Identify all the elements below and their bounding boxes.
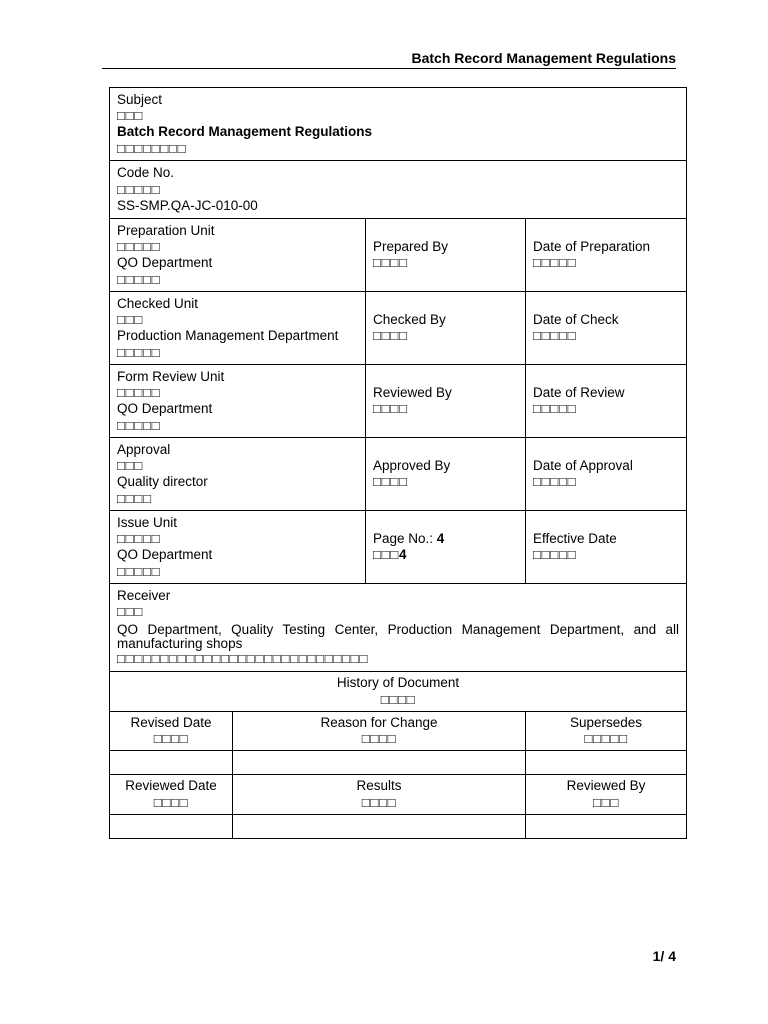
date-of-review-label: Date of Review: [533, 384, 625, 400]
date-of-check-cell: [526, 292, 687, 365]
unit-value: Quality director: [117, 474, 208, 489]
review-row: [110, 365, 687, 438]
revision-empty-row: [110, 751, 687, 775]
effective-date-label: Effective Date: [533, 530, 617, 546]
issue-unit-label: Issue Unit: [117, 514, 178, 530]
page-no-label: Page No.:: [373, 530, 437, 546]
unit-cell: [110, 292, 366, 365]
approved-by-cell: [366, 438, 526, 511]
reason-for-change-label-zh: □□□□: [361, 731, 397, 746]
reviewed-date-label-zh: □□□□: [153, 794, 189, 810]
checked-by-cell: [366, 292, 526, 365]
receiver-value: QO Department, Quality Testing Center, Production Management Department, and all manufacturing shops: [117, 622, 680, 652]
supersedes-label: Supersedes: [569, 714, 643, 730]
empty-cell: [526, 751, 687, 775]
prepared-by-cell: [366, 219, 526, 292]
issue-unit-cell: [110, 511, 366, 584]
reason-for-change-header: [233, 711, 526, 751]
subject-row: [110, 88, 687, 161]
code-cell: [110, 161, 687, 219]
date-of-review-cell: [526, 365, 687, 438]
revised-date-header: [110, 711, 233, 751]
review-empty-row: [110, 814, 687, 838]
empty-cell: [233, 814, 526, 838]
approval-row: [110, 438, 687, 511]
unit-label-zh: □□□□□: [117, 239, 161, 254]
empty-cell: [110, 814, 233, 838]
code-value: SS-SMP.QA-JC-010-00: [117, 197, 258, 213]
date-of-preparation-cell: [526, 219, 687, 292]
supersedes-label-zh: □□□□□: [584, 731, 628, 746]
unit-label: Form Review Unit: [117, 368, 225, 384]
page-no-value-zh: 4: [398, 547, 407, 563]
page-no-value: 4: [436, 530, 445, 546]
unit-value-zh: □□□□□: [117, 417, 161, 433]
results-header: [233, 775, 526, 815]
date-of-approval-cell: [526, 438, 687, 511]
code-label: Code No.: [117, 165, 175, 180]
revised-date-label-zh: □□□□: [153, 731, 189, 746]
checked-by-label-zh: □□□□: [373, 328, 408, 344]
receiver-label: Receiver: [117, 587, 171, 603]
unit-label: Checked Unit: [117, 295, 199, 311]
header-title: Batch Record Management Regulations: [411, 50, 676, 66]
unit-value: QO Department: [117, 255, 213, 270]
unit-value-zh: □□□□□: [117, 271, 161, 287]
supersedes-header: [526, 711, 687, 751]
issue-row: [110, 511, 687, 584]
effective-date-label-zh: □□□□□: [533, 547, 577, 563]
results-label: Results: [356, 778, 402, 793]
date-of-check-label-zh: □□□□□: [533, 328, 577, 344]
effective-date-cell: [526, 511, 687, 584]
subject-label: Subject: [117, 91, 163, 107]
code-row: [110, 161, 687, 219]
revision-header-row: [110, 711, 687, 751]
subject-cell: [110, 88, 687, 161]
history-reviewed-by-header: [526, 775, 687, 815]
empty-cell: [110, 751, 233, 775]
date-of-check-label: Date of Check: [533, 311, 619, 327]
receiver-value-zh: □□□□□□□□□□□□□□□□□□□□□□□□□□□□□: [117, 651, 368, 667]
unit-label-zh: □□□: [117, 312, 143, 327]
history-title-row: [110, 672, 687, 712]
unit-label-zh: □□□□□: [117, 385, 161, 400]
unit-value: Production Management Department: [117, 328, 339, 343]
reason-for-change-label: Reason for Change: [320, 714, 438, 730]
header-rule: [102, 68, 676, 69]
unit-cell: [110, 219, 366, 292]
history-reviewed-by-label-zh: □□□: [593, 794, 619, 810]
unit-label: Approval: [117, 441, 171, 457]
page-no-label-zh: □□□: [373, 547, 399, 563]
unit-cell: [110, 438, 366, 511]
subject-value-zh: □□□□□□□□: [117, 140, 187, 156]
receiver-row: [110, 584, 687, 672]
reviewed-by-cell: [366, 365, 526, 438]
reviewed-date-header: [110, 775, 233, 815]
empty-cell: [233, 751, 526, 775]
document-control-table: [109, 87, 687, 839]
page-no-line-zh: [373, 547, 518, 563]
page-no-cell: [366, 511, 526, 584]
unit-value-zh: □□□□: [117, 490, 152, 506]
approved-by-label: Approved By: [373, 457, 451, 473]
date-of-approval-label-zh: □□□□□: [533, 474, 577, 490]
history-title-zh: □□□□: [380, 691, 416, 707]
reviewed-by-label-zh: □□□□: [373, 401, 408, 417]
unit-cell: [110, 365, 366, 438]
prepared-by-label-zh: □□□□: [373, 255, 408, 271]
checked-row: [110, 292, 687, 365]
code-label-zh: □□□□□: [117, 181, 161, 197]
date-of-preparation-label-zh: □□□□□: [533, 255, 577, 271]
subject-label-zh: □□□: [117, 108, 143, 123]
approved-by-label-zh: □□□□: [373, 474, 408, 490]
issue-unit-label-zh: □□□□□: [117, 531, 161, 546]
reviewed-date-label: Reviewed Date: [125, 778, 217, 793]
page-no-line: [373, 531, 518, 548]
results-label-zh: □□□□: [361, 794, 397, 810]
history-reviewed-by-label: Reviewed By: [566, 778, 646, 793]
issue-unit-value-zh: □□□□□: [117, 563, 161, 579]
revised-date-label: Revised Date: [130, 714, 212, 730]
reviewed-by-label: Reviewed By: [373, 384, 452, 400]
checked-by-label: Checked By: [373, 311, 446, 327]
date-of-preparation-label: Date of Preparation: [533, 238, 651, 254]
unit-label: Preparation Unit: [117, 222, 215, 238]
page-number: 1/ 4: [652, 948, 676, 964]
unit-value-zh: □□□□□: [117, 344, 161, 360]
preparation-row: [110, 219, 687, 292]
prepared-by-label: Prepared By: [373, 238, 449, 254]
review-header-row: [110, 775, 687, 815]
history-title-cell: [110, 672, 687, 712]
receiver-label-zh: □□□: [117, 604, 143, 620]
history-title: History of Document: [336, 675, 460, 690]
unit-value: QO Department: [117, 401, 213, 416]
date-of-approval-label: Date of Approval: [533, 457, 633, 473]
unit-label-zh: □□□: [117, 458, 143, 473]
issue-unit-value: QO Department: [117, 547, 213, 562]
subject-value: Batch Record Management Regulations: [117, 124, 373, 139]
date-of-review-label-zh: □□□□□: [533, 401, 577, 417]
empty-cell: [526, 814, 687, 838]
receiver-cell: [110, 584, 687, 672]
